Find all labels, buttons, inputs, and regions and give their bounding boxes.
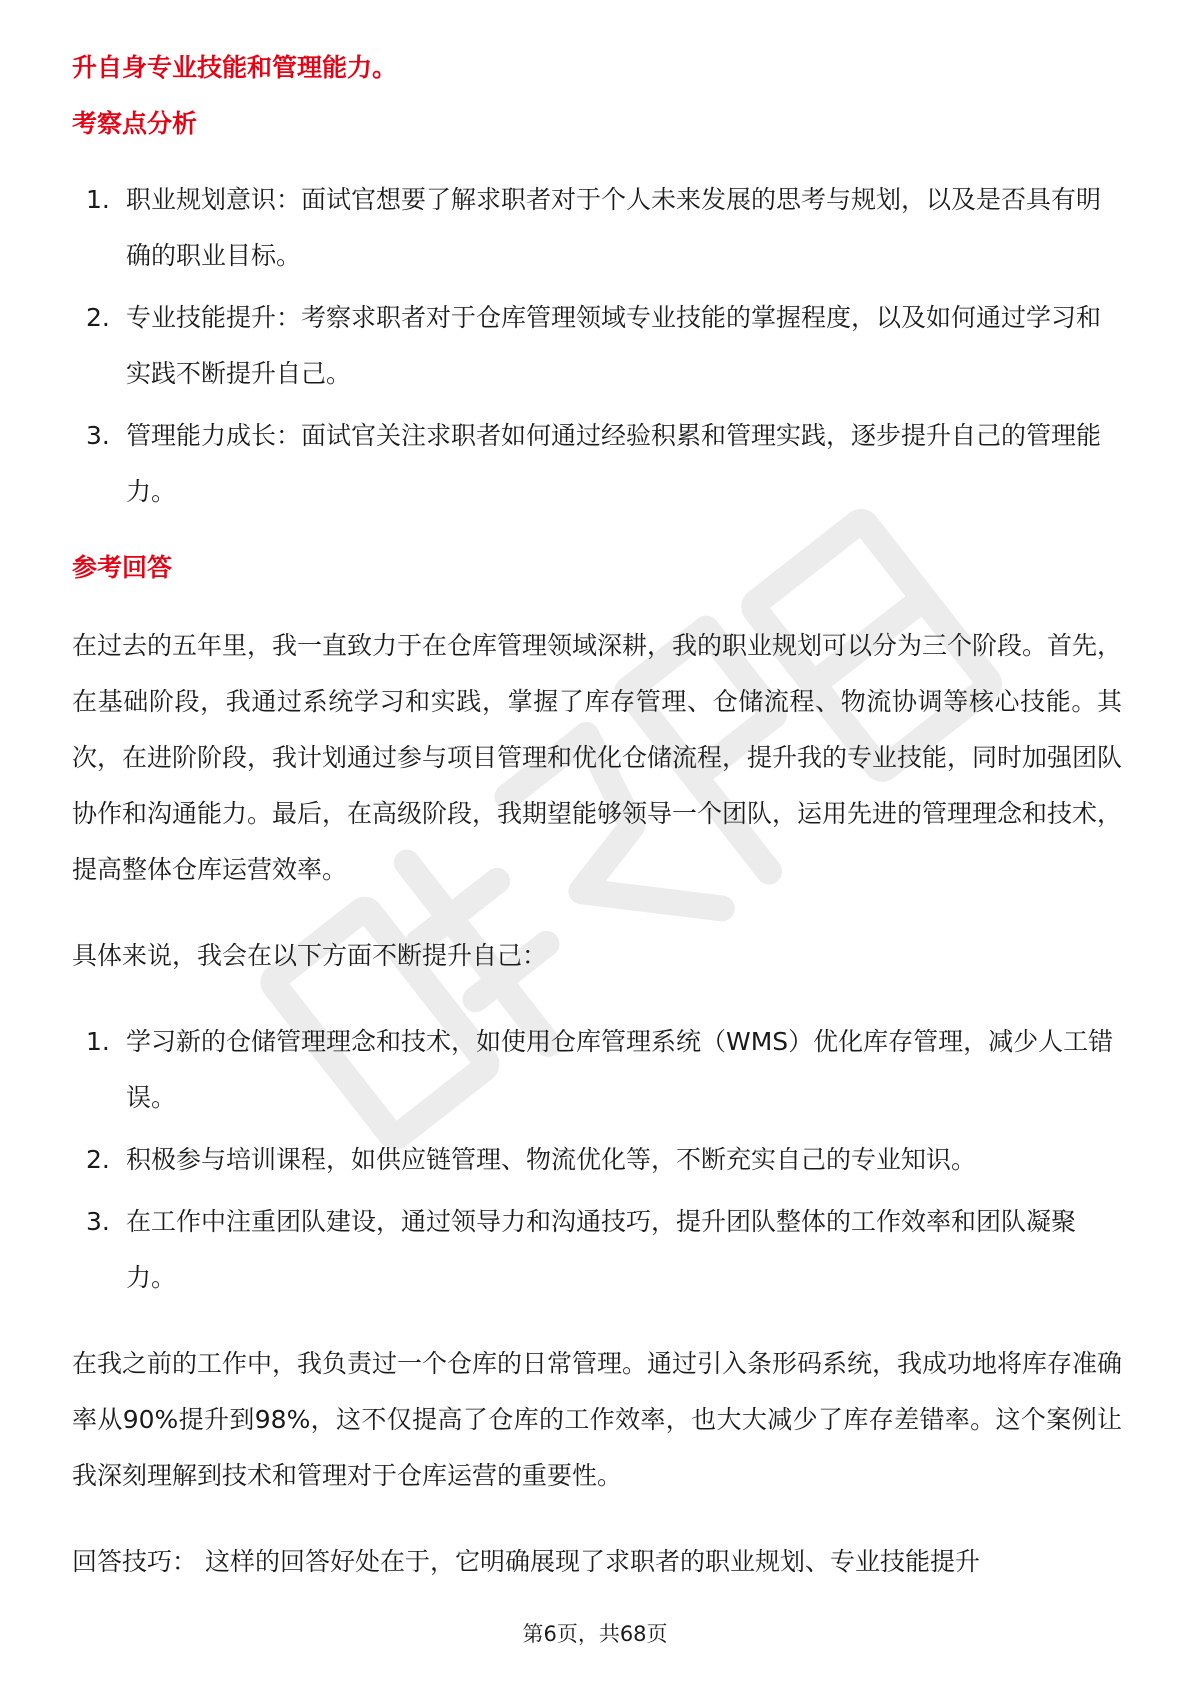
list-item: [72, 1132, 1122, 1188]
list-item-text: 管理能力成长：面试官关注求职者如何通过经验积累和管理实践，逐步提升自己的管理能力。: [126, 421, 1102, 506]
answer-tip: 回答技巧： 这样的回答好处在于，它明确展现了求职者的职业规划、专业技能提升: [72, 1547, 980, 1576]
list-item: [72, 172, 1122, 284]
list-item-number: 2.: [86, 1145, 110, 1174]
answer-paragraph-3: 在我之前的工作中，我负责过一个仓库的日常管理。通过引入条形码系统，我成功地将库存准确率从90%提升到98%，这不仅提高了仓库的工作效率，也大大减少了库存差错率。这个案例让我深刻理解到技术和管理对于仓库运营的重要性。: [72, 1349, 1123, 1490]
list-item-number: 1.: [86, 185, 110, 214]
list-item-number: 3.: [86, 1207, 110, 1236]
list-item: [72, 408, 1122, 520]
answer-heading: 参考回答: [72, 553, 173, 582]
list-item-text: 专业技能提升：考察求职者对于仓库管理领域专业技能的掌握程度，以及如何通过学习和实践不断提升自己。: [126, 303, 1102, 388]
list-item-text: 在工作中注重团队建设，通过领导力和沟通技巧，提升团队整体的工作效率和团队凝聚力。: [126, 1207, 1077, 1292]
list-item-number: 2.: [86, 303, 110, 332]
list-item: [72, 290, 1122, 402]
answer-list: [72, 1014, 1122, 1306]
page-number: 第6页，共68页: [522, 1622, 668, 1646]
list-item-text: 积极参与培训课程，如供应链管理、物流优化等，不断充实自己的专业知识。: [126, 1145, 977, 1174]
analysis-heading: 考察点分析: [72, 109, 198, 138]
list-item-number: 1.: [86, 1027, 110, 1056]
lead-line: 升自身专业技能和管理能力。: [72, 53, 398, 82]
list-item-number: 3.: [86, 421, 110, 450]
answer-paragraph-1: 在过去的五年里，我一直致力于在仓库管理领域深耕，我的职业规划可以分为三个阶段。首先，在基础阶段，我通过系统学习和实践，掌握了库存管理、仓储流程、物流协调等核心技能。其次，在进阶阶段，我计划通过参与项目管理和优化仓储流程，提升我的专业技能，同时加强团队协作和沟通能力。最后，在高级阶段，我期望能够领导一个团队，运用先进的管理理念和技术，提高整体仓库运营效率。: [72, 631, 1123, 884]
list-item-text: 职业规划意识：面试官想要了解求职者对于个人未来发展的思考与规划，以及是否具有明确的职业目标。: [126, 185, 1102, 270]
analysis-list: [72, 172, 1122, 520]
page-content: [72, 50, 1122, 1590]
list-item: [72, 1194, 1122, 1306]
list-item-text: 学习新的仓储管理理念和技术，如使用仓库管理系统（WMS）优化库存管理，减少人工错误。: [126, 1027, 1114, 1112]
list-item: [72, 1014, 1122, 1126]
answer-paragraph-2: 具体来说，我会在以下方面不断提升自己：: [72, 941, 548, 970]
